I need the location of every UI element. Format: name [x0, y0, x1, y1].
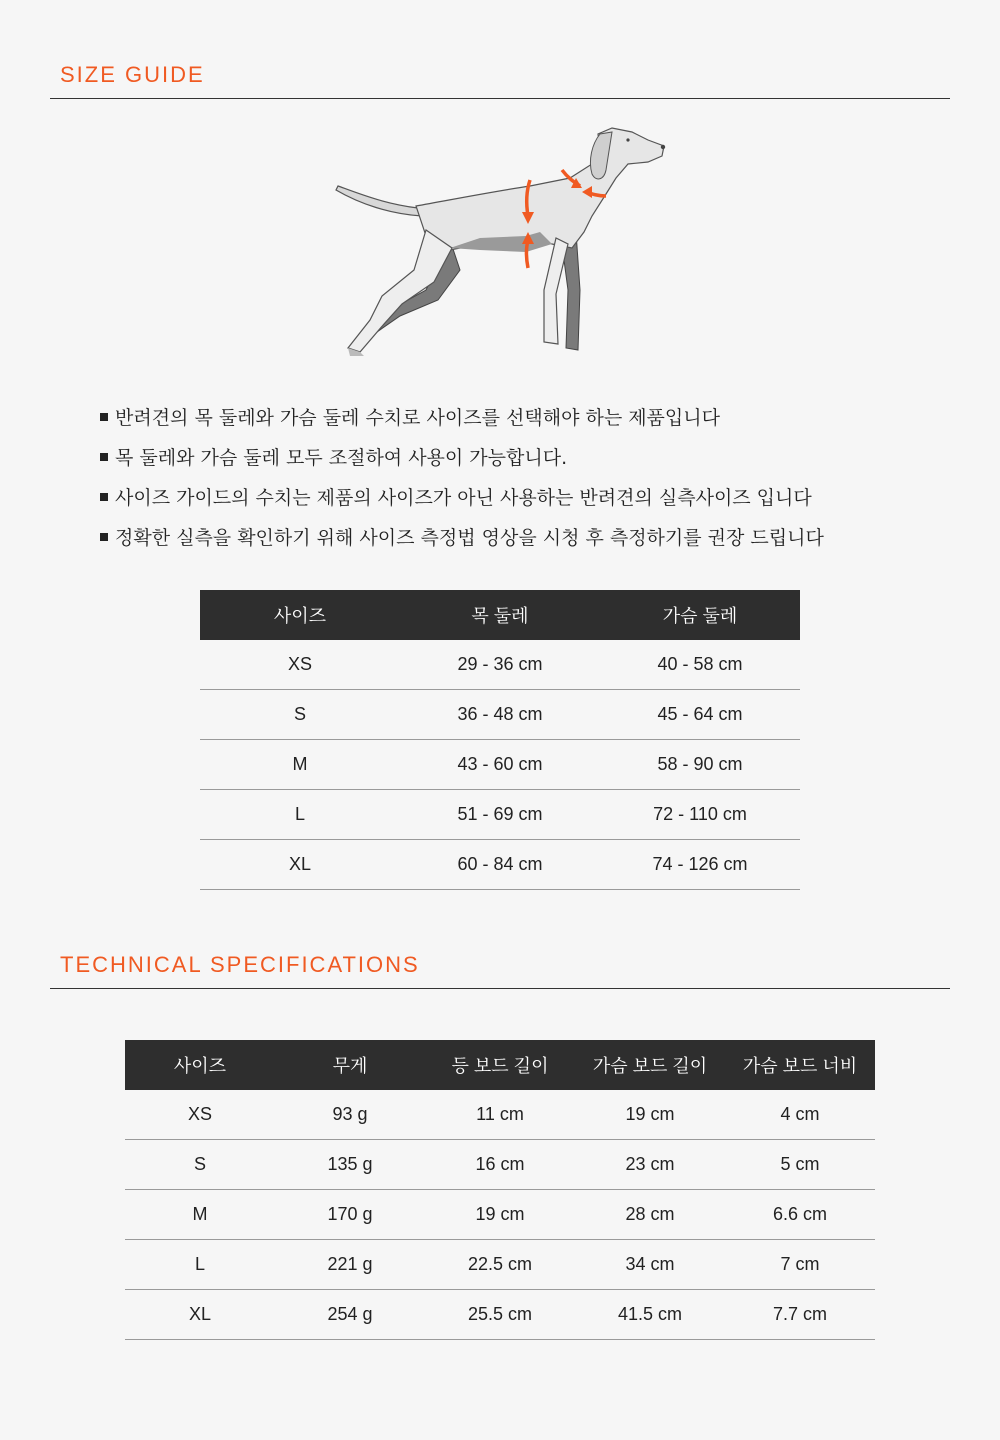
table-cell: 41.5 cm	[575, 1290, 725, 1340]
table-cell: 36 - 48 cm	[400, 690, 600, 740]
note-item	[100, 438, 824, 478]
table-cell: 19 cm	[575, 1090, 725, 1140]
table-row	[200, 840, 800, 890]
table-cell: 11 cm	[425, 1090, 575, 1140]
table-cell: L	[125, 1240, 275, 1290]
table-cell: 16 cm	[425, 1140, 575, 1190]
table-header-row	[125, 1040, 875, 1090]
table-cell: 40 - 58 cm	[600, 640, 800, 690]
note-item	[100, 518, 824, 558]
table-cell: 58 - 90 cm	[600, 740, 800, 790]
table-cell: 28 cm	[575, 1190, 725, 1240]
table-cell: 170 g	[275, 1190, 425, 1240]
note-item	[100, 398, 824, 438]
table-cell: 22.5 cm	[425, 1240, 575, 1290]
size-guide-table	[200, 590, 800, 890]
table-cell: 5 cm	[725, 1140, 875, 1190]
table-cell: 254 g	[275, 1290, 425, 1340]
table-row	[200, 790, 800, 840]
table-cell: 29 - 36 cm	[400, 640, 600, 690]
table-cell: XS	[200, 640, 400, 690]
table-cell: 25.5 cm	[425, 1290, 575, 1340]
table-cell: M	[125, 1190, 275, 1240]
table-cell: 7.7 cm	[725, 1290, 875, 1340]
table-cell: 135 g	[275, 1140, 425, 1190]
square-bullet-icon	[100, 453, 108, 461]
square-bullet-icon	[100, 533, 108, 541]
square-bullet-icon	[100, 413, 108, 421]
table-row	[200, 690, 800, 740]
column-header: 가슴 둘레	[600, 590, 800, 640]
technical-specifications-title: TECHNICAL SPECIFICATIONS	[60, 952, 420, 977]
size-guide-divider	[50, 98, 950, 99]
column-header: 무게	[275, 1040, 425, 1090]
table-row	[125, 1290, 875, 1340]
table-row	[125, 1090, 875, 1140]
table-cell: L	[200, 790, 400, 840]
table-cell: 34 cm	[575, 1240, 725, 1290]
technical-specifications-divider	[50, 988, 950, 989]
table-row	[200, 740, 800, 790]
column-header: 사이즈	[125, 1040, 275, 1090]
column-header: 사이즈	[200, 590, 400, 640]
note-text: 사이즈 가이드의 수치는 제품의 사이즈가 아닌 사용하는 반려견의 실측사이즈 입니다	[115, 487, 812, 509]
note-text: 정확한 실측을 확인하기 위해 사이즈 측정법 영상을 시청 후 측정하기를 권장 드립니다	[115, 527, 824, 549]
table-cell: 74 - 126 cm	[600, 840, 800, 890]
table-cell: 72 - 110 cm	[600, 790, 800, 840]
table-row	[125, 1140, 875, 1190]
note-item	[100, 478, 824, 518]
table-cell: 93 g	[275, 1090, 425, 1140]
table-row	[125, 1190, 875, 1240]
table-cell: 4 cm	[725, 1090, 875, 1140]
table-cell: 23 cm	[575, 1140, 725, 1190]
table-row	[200, 640, 800, 690]
table-cell: 7 cm	[725, 1240, 875, 1290]
column-header: 목 둘레	[400, 590, 600, 640]
dog-measurement-illustration	[330, 120, 670, 360]
table-cell: XL	[125, 1290, 275, 1340]
table-cell: 6.6 cm	[725, 1190, 875, 1240]
table-cell: 60 - 84 cm	[400, 840, 600, 890]
table-cell: XS	[125, 1090, 275, 1140]
table-cell: S	[200, 690, 400, 740]
table-cell: S	[125, 1140, 275, 1190]
table-header-row	[200, 590, 800, 640]
table-cell: 51 - 69 cm	[400, 790, 600, 840]
table-cell: 19 cm	[425, 1190, 575, 1240]
column-header: 등 보드 길이	[425, 1040, 575, 1090]
table-cell: M	[200, 740, 400, 790]
table-row	[125, 1240, 875, 1290]
column-header: 가슴 보드 너비	[725, 1040, 875, 1090]
column-header: 가슴 보드 길이	[575, 1040, 725, 1090]
table-cell: 43 - 60 cm	[400, 740, 600, 790]
square-bullet-icon	[100, 493, 108, 501]
size-guide-title: SIZE GUIDE	[60, 62, 205, 87]
table-cell: 221 g	[275, 1240, 425, 1290]
table-cell: XL	[200, 840, 400, 890]
table-cell: 45 - 64 cm	[600, 690, 800, 740]
size-guide-notes	[100, 398, 824, 558]
note-text: 반려견의 목 둘레와 가슴 둘레 수치로 사이즈를 선택해야 하는 제품입니다	[115, 407, 720, 429]
note-text: 목 둘레와 가슴 둘레 모두 조절하여 사용이 가능합니다.	[115, 447, 568, 469]
technical-specifications-table	[125, 1040, 875, 1340]
